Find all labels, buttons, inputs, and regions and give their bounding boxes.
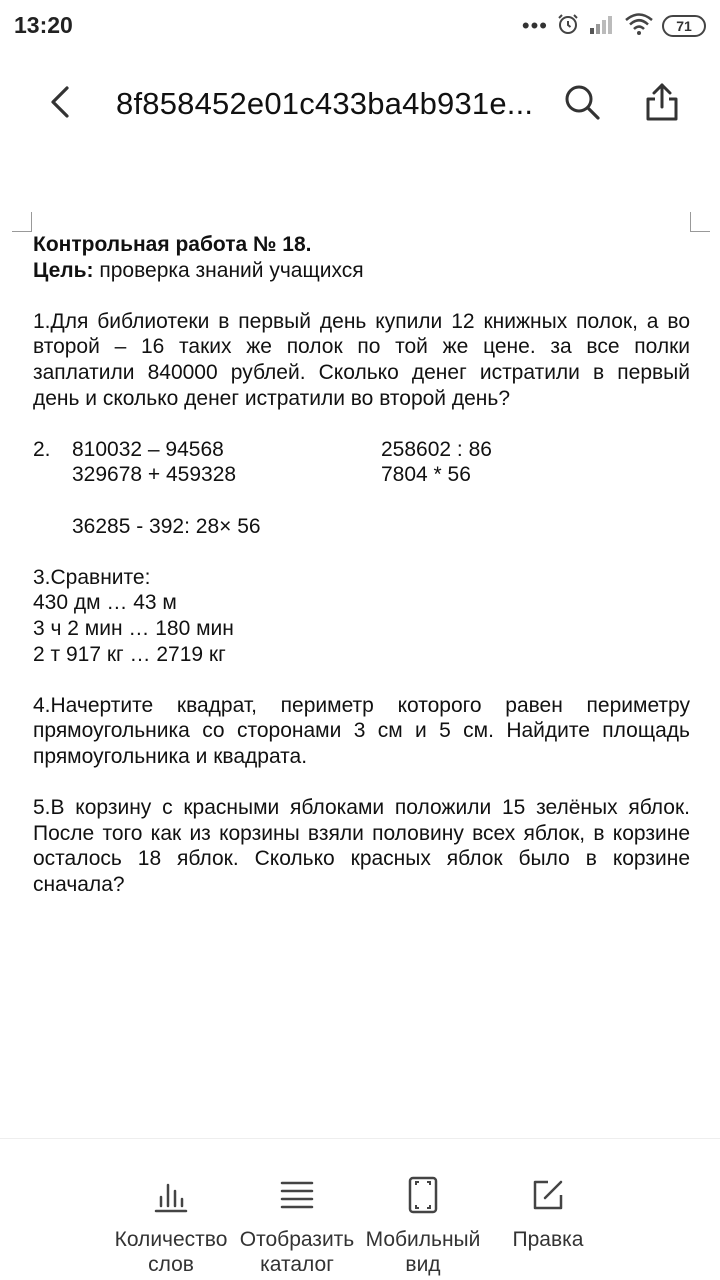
task-2-expression-4: 7804 * 56 <box>381 463 471 487</box>
alarm-icon <box>556 12 580 41</box>
task-2-expression-1: 810032 – 94568 <box>72 437 224 461</box>
task-2-expression-5: 36285 - 392: 28× 56 <box>72 514 261 538</box>
task-3-line-3: 2 т 917 кг … 2719 кг <box>33 642 226 666</box>
task-2-row-2 <box>33 462 690 488</box>
task-2-expression-3: 329678 + 459328 <box>72 463 237 487</box>
notification-dots: ••• <box>521 13 548 38</box>
page-corner-mark-left <box>12 212 32 232</box>
back-arrow-icon <box>48 85 72 124</box>
document-content <box>33 232 690 897</box>
document-goal <box>33 258 690 284</box>
list-icon <box>277 1175 317 1215</box>
mobile-view-icon <box>403 1175 443 1215</box>
battery-icon: 71 <box>662 15 706 37</box>
share-icon <box>644 82 680 127</box>
word-count-label: Количество слов <box>114 1228 228 1276</box>
bar-chart-icon <box>151 1175 191 1215</box>
search-icon <box>563 83 601 126</box>
status-time: 13:20 <box>14 12 73 38</box>
share-button[interactable] <box>640 80 684 128</box>
task-3-line-1: 430 дм … 43 м <box>33 591 177 615</box>
edit-label: Правка <box>512 1228 584 1251</box>
task-1: 1.Для библиотеки в первый день купили 12 книжных полок, а во второй – 16 таких же полок по той же цене. за все полки заплатили 840000 рублей. Сколько денег истратили в первый день и сколько денег истратили во второй день? <box>33 309 690 410</box>
task-3-line-2: 3 ч 2 мин … 180 мин <box>33 616 234 640</box>
status-icons <box>522 12 706 40</box>
wifi-icon <box>624 12 654 41</box>
edit-button[interactable] <box>483 1175 613 1252</box>
app-header <box>0 60 720 150</box>
goal-text: проверка знаний учащихся <box>93 258 364 282</box>
search-button[interactable] <box>560 82 604 126</box>
bottom-toolbar <box>0 1138 720 1280</box>
back-button[interactable] <box>38 82 82 126</box>
mobile-view-button[interactable] <box>358 1175 488 1277</box>
mobile-view-label: Мобильный вид <box>365 1228 481 1276</box>
task-3-title: 3.Сравните: <box>33 565 151 589</box>
edit-icon <box>528 1175 568 1215</box>
task-2-number: 2. <box>33 437 51 461</box>
task-5: 5.В корзину с красными яблоками положили 15 зелёных яблок. После того как из корзины взяли половину всех яблок, в корзине осталось 18 яблок. Сколько красных яблок было в корзине сначала? <box>33 796 690 896</box>
goal-label: Цель: <box>33 258 94 282</box>
show-catalog-button[interactable] <box>232 1175 362 1277</box>
document-title: 8f858452e01c433ba4b931e... <box>116 86 534 121</box>
document-heading: Контрольная работа № 18. <box>33 233 312 256</box>
word-count-button[interactable] <box>106 1175 236 1277</box>
signal-icon <box>588 13 616 40</box>
page-corner-mark-right <box>690 212 710 232</box>
task-2-row-3 <box>33 514 690 540</box>
task-4: 4.Начертите квадрат, периметр которого равен периметру прямоугольника со сторонами 3 см и 5 см. Найдите площадь прямоугольника и квадрата. <box>33 693 690 768</box>
status-bar <box>0 0 720 52</box>
task-2-expression-2: 258602 : 86 <box>381 437 492 461</box>
show-catalog-label: Отобразить каталог <box>239 1228 355 1276</box>
task-2-row-1 <box>33 437 690 463</box>
